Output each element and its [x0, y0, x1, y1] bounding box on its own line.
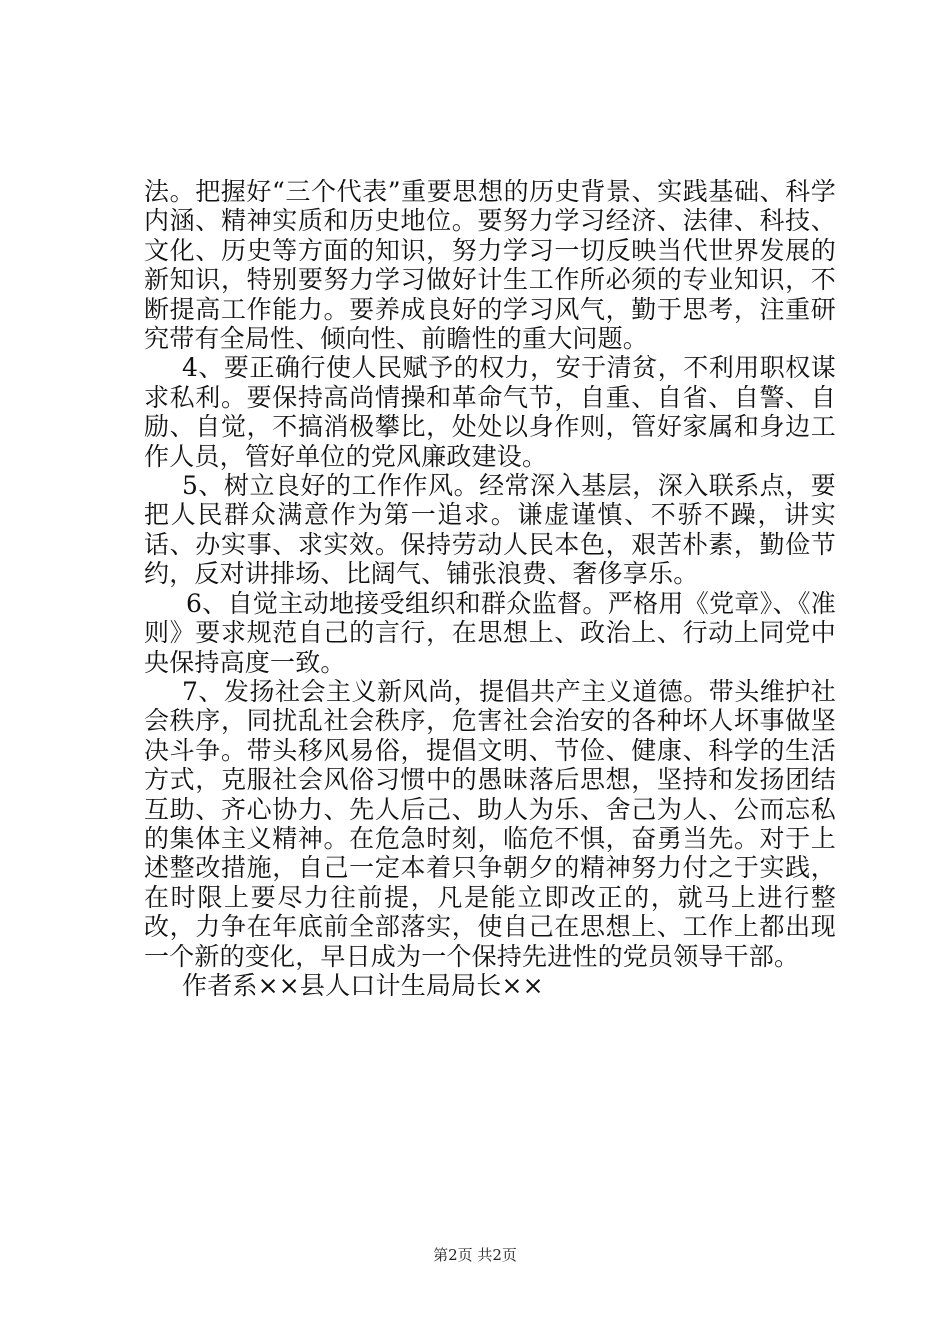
author-line: 作者系××县人口计生局局长××	[182, 970, 544, 1000]
page-number-footer: 第2页 共2页	[433, 1246, 517, 1264]
paragraph-item-7: 7、发扬社会主义新风尚，提倡共产主义道德。带头维护社会秩序，同扰乱社会秩序，危害社会治安的各种坏人坏事做坚决斗争。带头移风易俗，提倡文明、节俭、健康、科学的生活方式，克服社会风俗习惯中的愚昧落后思想，坚持和发扬团结互助、齐心协力、先人后己、助人为乐、舍己为人、公而忘私的集体主义精神。在危急时刻，临危不惧，奋勇当先。对于上述整改措施，自己一定本着只争朝夕的精神努力付之于实践，在时限上要尽力往前提，凡是能立即改正的，就马上进行整改，力争在年底前全部落实，使自己在思想上、工作上都出现一个新的变化，早日成为一个保持先进性的党员领导干部。	[144, 676, 836, 971]
paragraph-item-5: 5、树立良好的工作作风。经常深入基层，深入联系点，要把人民群众满意作为第一追求。谦虚谨慎、不骄不躁，讲实话、办实事、求实效。保持劳动人民本色，艰苦朴素，勤俭节约，反对讲排场、比阔气、铺张浪费、奢侈享乐。	[144, 471, 836, 589]
paragraph-study: 法。把握好“三个代表”重要思想的历史背景、实践基础、科学内涵、精神实质和历史地位。要努力学习经济、法律、科技、文化、历史等方面的知识，努力学习一切反映当代世界发展的新知识，特别要努力学习做好计生工作所必须的专业知识，不断提高工作能力。要养成良好的学习风气，勤于思考，注重研究带有全局性、倾向性、前瞻性的重大问题。	[144, 177, 836, 354]
document-body	[144, 177, 836, 1000]
paragraph-item-4: 4、要正确行使人民赋予的权力，安于清贫，不利用职权谋求私利。要保持高尚情操和革命气节，自重、自省、自警、自励、自觉，不搞消极攀比，处处以身作则，管好家属和身边工作人员，管好单位的党风廉政建设。	[144, 353, 836, 471]
paragraph-item-6: 6、自觉主动地接受组织和群众监督。严格用《党章》、《准则》要求规范自己的言行，在思想上、政治上、行动上同党中央保持高度一致。	[144, 588, 836, 677]
